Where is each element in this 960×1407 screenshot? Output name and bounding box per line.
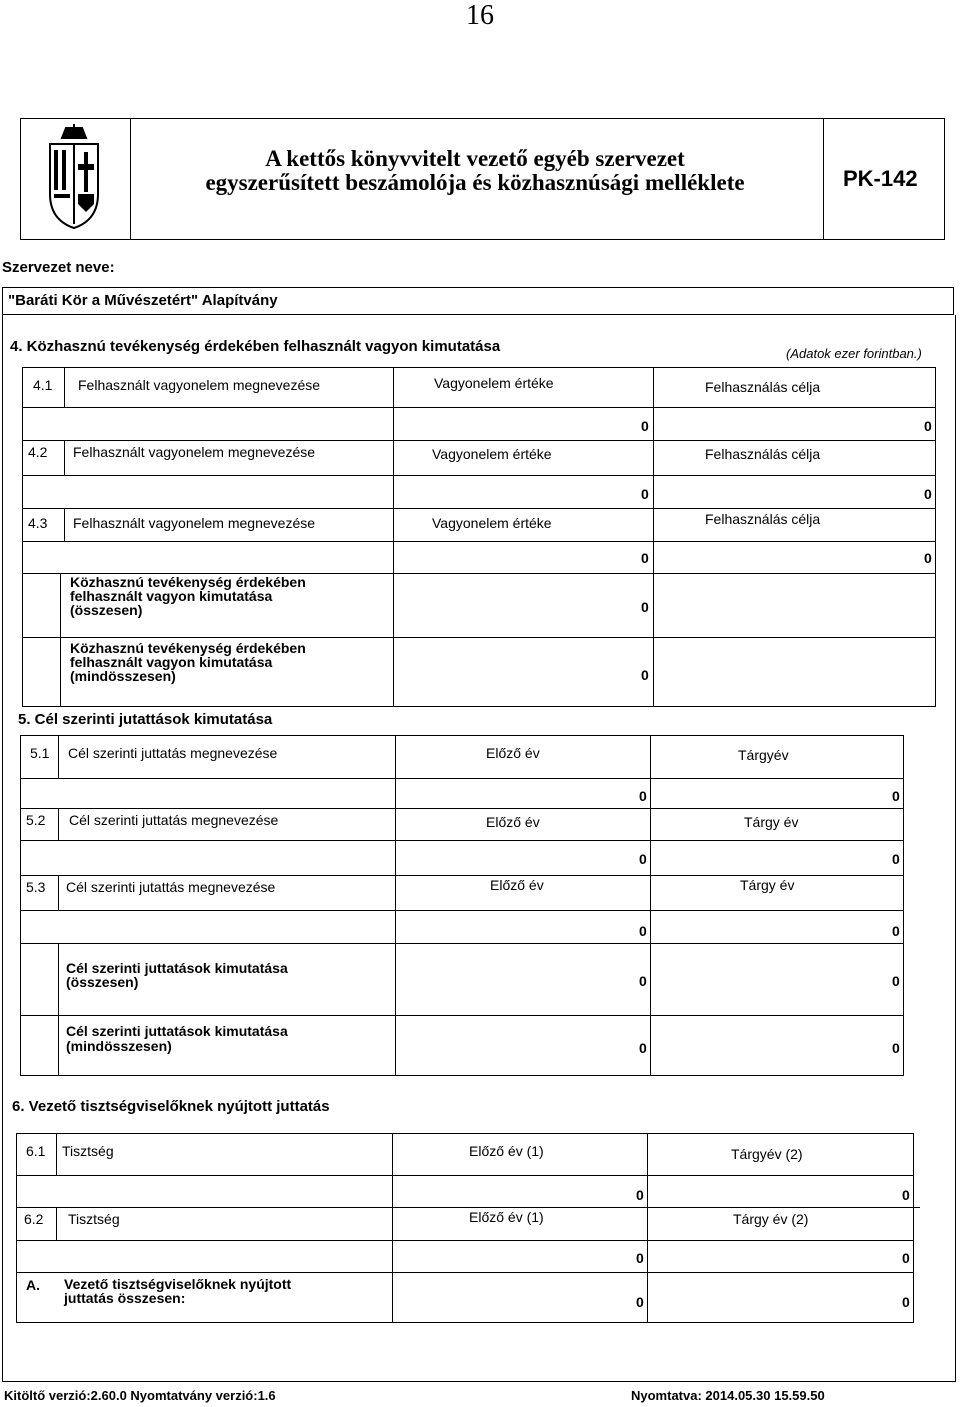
row-4-3-value: 0 bbox=[641, 550, 649, 566]
row-4-2-value-label: Vagyonelem értéke bbox=[432, 446, 552, 462]
section4-sum1-line1: Közhasznú tevékenység érdekében bbox=[70, 574, 306, 590]
row-5-2-prev-label: Előző év bbox=[486, 814, 540, 830]
section6-sum-curr: 0 bbox=[902, 1294, 910, 1310]
row-5-3-prev-label: Előző év bbox=[490, 877, 544, 893]
row-4-2-label: Felhasznált vagyonelem megnevezése bbox=[73, 444, 316, 460]
row-4-1-value: 0 bbox=[641, 418, 649, 434]
section4-sum1-line3: (összesen) bbox=[70, 602, 143, 618]
org-label: Szervezet neve: bbox=[2, 259, 115, 276]
row-4-2-value: 0 bbox=[641, 486, 649, 502]
section5-sum1-curr: 0 bbox=[892, 973, 900, 989]
form-title-line2: egyszerűsített beszámolója és közhasznúsági melléklete bbox=[205, 170, 745, 195]
row-6-1-prev-label: Előző év (1) bbox=[469, 1143, 544, 1159]
row-5-3-prev: 0 bbox=[639, 923, 647, 939]
section4-sum2-value: 0 bbox=[641, 667, 649, 683]
row-5-2-curr-label: Tárgy év bbox=[744, 814, 799, 830]
footer-version: Kitöltő verzió:2.60.0 Nyomtatvány verzió:1.6 bbox=[4, 1388, 276, 1403]
row-5-1-label: Cél szerinti juttatás megnevezése bbox=[68, 745, 278, 761]
form-code: PK-142 bbox=[843, 166, 918, 191]
section5-sum2-curr: 0 bbox=[892, 1040, 900, 1056]
section4-sum1-line2: felhasznált vagyon kimutatása bbox=[70, 588, 273, 604]
section5-sum1-line2: (összesen) bbox=[66, 974, 139, 990]
section5-sum1-prev: 0 bbox=[639, 973, 647, 989]
row-4-1-label: Felhasznált vagyonelem megnevezése bbox=[78, 377, 321, 393]
footer-printed: Nyomtatva: 2014.05.30 15.59.50 bbox=[631, 1388, 825, 1403]
row-5-1-num: 5.1 bbox=[30, 745, 50, 761]
row-5-2-prev: 0 bbox=[639, 851, 647, 867]
section4-sum1-value: 0 bbox=[641, 599, 649, 615]
row-5-3-num: 5.3 bbox=[26, 879, 46, 895]
row-4-3-purpose-value: 0 bbox=[924, 550, 932, 566]
row-4-2-purpose-label: Felhasználás célja bbox=[705, 446, 821, 462]
row-4-3-num: 4.3 bbox=[28, 515, 48, 531]
section4-units: (Adatok ezer forintban.) bbox=[786, 346, 922, 361]
row-5-3-curr: 0 bbox=[892, 923, 900, 939]
section4-sum2-line2: felhasznált vagyon kimutatása bbox=[70, 654, 273, 670]
row-5-1-prev-label: Előző év bbox=[486, 745, 540, 761]
row-4-2-num: 4.2 bbox=[28, 444, 48, 460]
page-number: 16 bbox=[466, 0, 494, 31]
row-4-2-purpose-value: 0 bbox=[924, 486, 932, 502]
coat-of-arms-logo bbox=[42, 124, 106, 230]
row-5-1-prev: 0 bbox=[639, 788, 647, 804]
section6-sum-line1: Vezető tisztségviselőknek nyújtott bbox=[64, 1276, 292, 1292]
section5-sum2-line2: (mindösszesen) bbox=[66, 1038, 172, 1054]
section4-sum2-line3: (mindösszesen) bbox=[70, 668, 176, 684]
row-4-3-value-label: Vagyonelem értéke bbox=[432, 515, 552, 531]
form-title-line1: A kettős könyvvitelt vezető egyéb szervezet bbox=[265, 146, 685, 171]
row-5-3-label: Cél szerinti jutattás megnevezése bbox=[66, 879, 276, 895]
section4-title: 4. Közhasznú tevékenység érdekében felhasznált vagyon kimutatása bbox=[10, 338, 501, 355]
row-6-2-prev: 0 bbox=[636, 1250, 644, 1266]
row-4-1-purpose-value: 0 bbox=[924, 418, 932, 434]
row-6-2-num: 6.2 bbox=[24, 1211, 44, 1227]
row-5-2-label: Cél szerinti juttatás megnevezése bbox=[69, 812, 279, 828]
section5-sum2-prev: 0 bbox=[639, 1040, 647, 1056]
row-6-2-curr: 0 bbox=[902, 1250, 910, 1266]
row-6-1-prev: 0 bbox=[636, 1187, 644, 1203]
row-5-3-curr-label: Tárgy év bbox=[740, 877, 795, 893]
row-5-1-curr-label: Tárgyév bbox=[738, 747, 789, 763]
row-5-2-num: 5.2 bbox=[26, 812, 46, 828]
row-6-1-label: Tisztség bbox=[62, 1143, 114, 1159]
row-6-1-curr: 0 bbox=[902, 1187, 910, 1203]
row-5-2-curr: 0 bbox=[892, 851, 900, 867]
section5-title: 5. Cél szerinti jutattások kimutatása bbox=[18, 711, 273, 728]
row-6-2-prev-label: Előző év (1) bbox=[469, 1209, 544, 1225]
org-name: "Baráti Kör a Művészetért" Alapítvány bbox=[8, 292, 278, 309]
row-5-1-curr: 0 bbox=[892, 788, 900, 804]
row-4-1-value-label: Vagyonelem értéke bbox=[434, 375, 554, 391]
section6-sum-prev: 0 bbox=[636, 1294, 644, 1310]
section6-sum-line2: juttatás összesen: bbox=[64, 1290, 186, 1306]
section6-sum-letter: A. bbox=[26, 1277, 40, 1293]
section6-title: 6. Vezető tisztségviselőknek nyújtott juttatás bbox=[12, 1098, 330, 1115]
row-4-1-num: 4.1 bbox=[33, 377, 53, 393]
section5-sum2-line1: Cél szerinti juttatások kimutatása bbox=[66, 1023, 288, 1039]
row-4-3-label: Felhasznált vagyonelem megnevezése bbox=[73, 515, 316, 531]
row-6-1-num: 6.1 bbox=[26, 1143, 46, 1159]
row-6-2-curr-label: Tárgy év (2) bbox=[733, 1211, 809, 1227]
row-6-2-label: Tisztség bbox=[68, 1211, 120, 1227]
section5-sum1-line1: Cél szerinti juttatások kimutatása bbox=[66, 960, 288, 976]
row-4-1-purpose-label: Felhasználás célja bbox=[705, 379, 821, 395]
row-4-3-purpose-label: Felhasználás célja bbox=[705, 511, 821, 527]
row-6-1-curr-label: Tárgyév (2) bbox=[731, 1146, 803, 1162]
section4-sum2-line1: Közhasznú tevékenység érdekében bbox=[70, 640, 306, 656]
